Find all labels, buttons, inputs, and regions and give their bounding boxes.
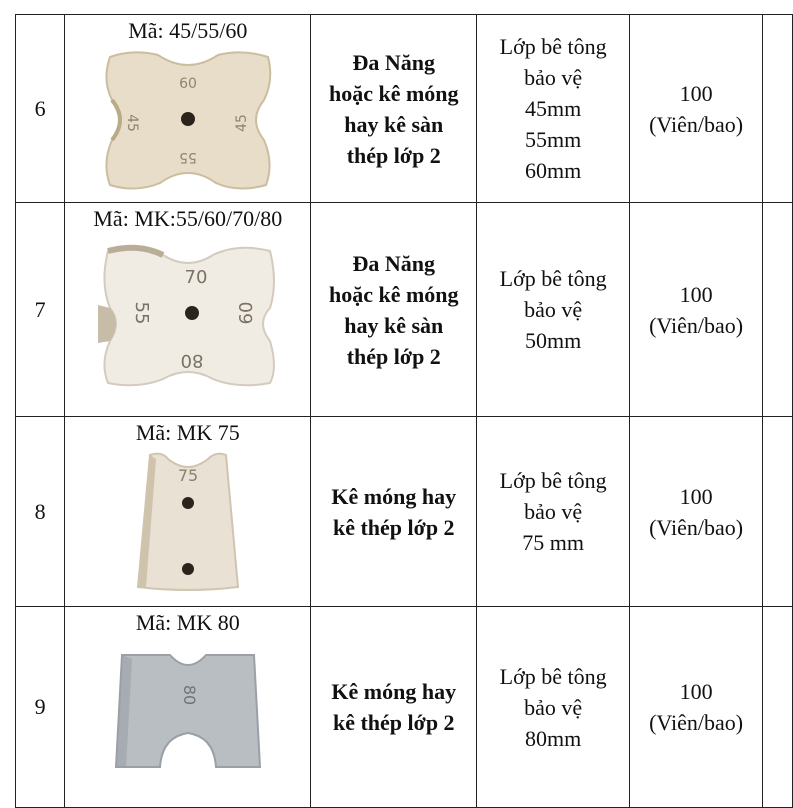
cover-line: 55mm bbox=[524, 127, 582, 152]
quantity-unit: (Viên/bao) bbox=[649, 514, 744, 540]
quantity-cell bbox=[629, 607, 762, 808]
block-mark-text: 60 bbox=[178, 76, 197, 92]
product-code: Mã: MK 75 bbox=[135, 420, 240, 445]
block-mark-text: 80 bbox=[179, 684, 199, 706]
spacer-block-image-wedge bbox=[88, 447, 288, 597]
row-number: 8 bbox=[16, 417, 65, 607]
product-code: Mã: MK 80 bbox=[135, 610, 240, 635]
quantity-value: 100 bbox=[679, 679, 713, 704]
product-image-cell bbox=[65, 417, 311, 607]
quantity-unit: (Viên/bao) bbox=[649, 312, 744, 338]
usage-cell bbox=[311, 15, 477, 203]
row-number: 9 bbox=[16, 607, 65, 808]
table-row bbox=[16, 607, 793, 808]
spacer-block-image-cross bbox=[88, 45, 288, 195]
quantity-cell bbox=[629, 203, 762, 417]
usage-line: kê thép lớp 2 bbox=[332, 514, 455, 540]
block-mark-text: 55 bbox=[178, 149, 197, 165]
usage-line: hoặc kê móng bbox=[328, 281, 459, 307]
product-image-cell bbox=[65, 607, 311, 808]
cover-line: 60mm bbox=[524, 158, 582, 183]
cover-line: bảo vệ bbox=[524, 499, 583, 524]
quantity-value: 100 bbox=[679, 80, 713, 106]
cover-line: 45mm bbox=[524, 96, 582, 121]
product-table bbox=[15, 14, 793, 808]
usage-line: Đa Năng bbox=[352, 250, 436, 276]
empty-cell bbox=[763, 417, 793, 607]
cover-cell bbox=[477, 15, 630, 203]
cover-line: 80mm bbox=[524, 725, 582, 751]
table-row bbox=[16, 203, 793, 417]
cover-cell bbox=[477, 607, 630, 808]
usage-line: hoặc kê móng bbox=[328, 80, 459, 106]
spacer-block-image-square bbox=[88, 233, 288, 393]
cover-line: Lớp bê tông bbox=[499, 266, 607, 291]
spacer-block-image-h-shape bbox=[88, 637, 288, 787]
cover-line: bảo vệ bbox=[524, 694, 583, 720]
quantity-cell bbox=[629, 417, 762, 607]
row-number: 7 bbox=[16, 203, 65, 417]
usage-cell bbox=[311, 203, 477, 417]
quantity-value: 100 bbox=[679, 483, 713, 509]
usage-line: hay kê sàn bbox=[344, 111, 444, 137]
usage-cell bbox=[311, 607, 477, 808]
empty-cell bbox=[763, 15, 793, 203]
quantity-unit: (Viên/bao) bbox=[649, 111, 744, 137]
cover-line: Lớp bê tông bbox=[499, 663, 607, 689]
cover-line: 50mm bbox=[524, 328, 582, 353]
block-mark-text: 70 bbox=[184, 267, 208, 288]
quantity-cell bbox=[629, 15, 762, 203]
usage-line: Đa Năng bbox=[352, 49, 436, 75]
product-image-cell bbox=[65, 15, 311, 203]
block-mark-text: 75 bbox=[177, 466, 198, 485]
usage-line: kê thép lớp 2 bbox=[332, 710, 455, 735]
table-row bbox=[16, 15, 793, 203]
block-mark-text: 45 bbox=[233, 114, 250, 132]
block-mark-text: 45 bbox=[123, 114, 140, 132]
usage-line: thép lớp 2 bbox=[346, 142, 441, 168]
table-row bbox=[16, 417, 793, 607]
usage-line: hay kê sàn bbox=[344, 312, 444, 338]
usage-line: thép lớp 2 bbox=[346, 343, 441, 369]
product-image-cell bbox=[65, 203, 311, 417]
empty-cell bbox=[763, 607, 793, 808]
product-code: Mã: MK:55/60/70/80 bbox=[93, 206, 283, 231]
row-number: 6 bbox=[16, 15, 65, 203]
cover-line: 75 mm bbox=[522, 530, 584, 555]
cover-line: Lớp bê tông bbox=[499, 34, 607, 59]
block-mark-text: 55 bbox=[130, 301, 152, 325]
quantity-value: 100 bbox=[679, 281, 713, 307]
quantity-unit: (Viên/bao) bbox=[649, 710, 744, 735]
cover-cell bbox=[477, 417, 630, 607]
block-mark-text: 60 bbox=[235, 301, 257, 325]
cover-line: bảo vệ bbox=[524, 297, 583, 322]
usage-cell bbox=[311, 417, 477, 607]
cover-cell bbox=[477, 203, 630, 417]
usage-line: Kê móng hay bbox=[331, 679, 457, 704]
cover-line: Lớp bê tông bbox=[499, 468, 607, 493]
product-code: Mã: 45/55/60 bbox=[128, 18, 248, 43]
empty-cell bbox=[763, 203, 793, 417]
usage-line: Kê móng hay bbox=[331, 483, 457, 509]
block-mark-text: 80 bbox=[180, 350, 204, 371]
cover-line: bảo vệ bbox=[524, 65, 583, 90]
